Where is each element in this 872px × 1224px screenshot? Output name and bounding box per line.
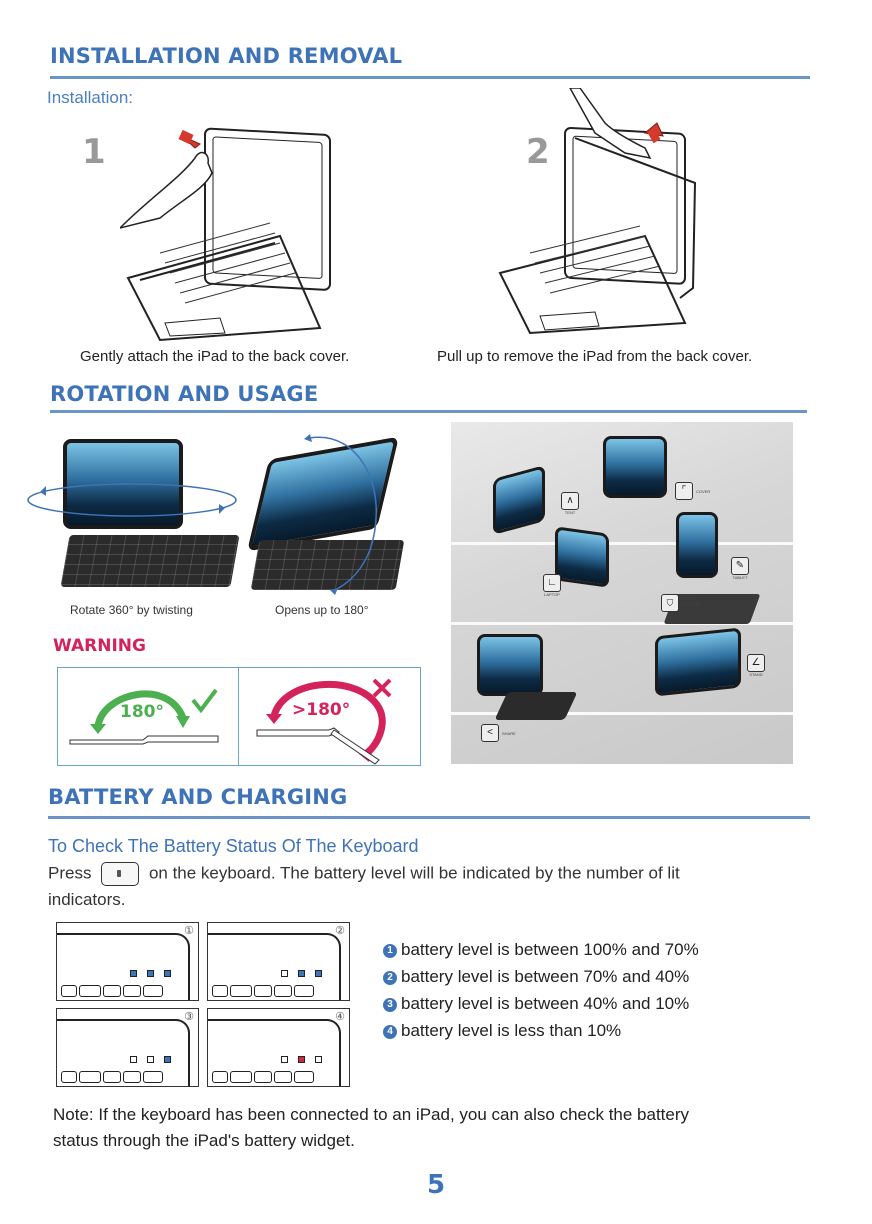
opens-caption: Opens up to 180° (275, 603, 369, 617)
keyboard-key (79, 1071, 101, 1083)
ok-angle: 180° (120, 702, 164, 722)
step-number-2: 2 (526, 132, 550, 172)
battery-panel (207, 922, 350, 1001)
battery-panel (56, 1008, 199, 1087)
keyboard-key (294, 1071, 314, 1083)
keyboard-key (230, 1071, 252, 1083)
battery-indicator-led (298, 970, 305, 977)
battery-indicator-led (130, 1056, 137, 1063)
battery-panel (207, 1008, 350, 1087)
battery-indicator-led (164, 1056, 171, 1063)
keyboard-key (143, 1071, 163, 1083)
installation-subtitle: Installation: (47, 88, 133, 107)
bullet-icon: 3 (383, 998, 397, 1012)
keyboard-key (123, 985, 141, 997)
battery-level-list (383, 940, 699, 1048)
bullet-icon: 1 (383, 944, 397, 958)
battery-indicator-led (281, 970, 288, 977)
divider (50, 410, 807, 413)
battery-note: Note: If the keyboard has been connected to an iPad, you can also check the battery status through the iPad's battery widget. (53, 1105, 690, 1150)
battery-indicator-led (130, 970, 137, 977)
mode-label-tablet: TABLET (732, 575, 748, 580)
panel-number: ③ (184, 1011, 194, 1023)
keyboard-key (254, 1071, 272, 1083)
share-icon: < (481, 724, 499, 742)
keyboard-key (254, 985, 272, 997)
section-title-rotation: ROTATION AND USAGE (50, 382, 319, 406)
step2-caption: Pull up to remove the iPad from the back cover. (437, 348, 753, 365)
battery-key-icon (101, 862, 139, 886)
panel-number: ② (335, 925, 345, 937)
bad-angle: >180° (292, 700, 351, 720)
tent-icon: ∧ (561, 492, 579, 510)
laptop-icon: ∟ (543, 574, 561, 592)
keyboard-key (61, 1071, 77, 1083)
mode-label-protect: PROTECT (682, 600, 702, 606)
press-rest-text: on the keyboard. The battery level will be indicated by the number of lit (148, 863, 680, 883)
page-number: 5 (426, 1170, 446, 1200)
section-title-battery: BATTERY AND CHARGING (48, 785, 348, 809)
keyboard-key (143, 985, 163, 997)
keyboard-key (123, 1071, 141, 1083)
warning-label: WARNING (53, 636, 146, 656)
mode-label-laptop: LAPTOP (544, 592, 560, 597)
keyboard-key (103, 985, 121, 997)
press-instruction (48, 862, 808, 886)
keyboard-key (274, 1071, 292, 1083)
rotate-caption: Rotate 360° by twisting (70, 603, 193, 617)
battery-indicator-led (315, 970, 322, 977)
mode-label-share: SHARE (502, 730, 516, 736)
tablet-icon: ✎ (731, 557, 749, 575)
section-title-installation: INSTALLATION AND REMOVAL (50, 44, 403, 68)
mode-label-tent: TENT (564, 510, 576, 515)
rotate-360-illustration (25, 435, 240, 600)
keyboard-key (294, 985, 314, 997)
battery-panel (56, 922, 199, 1001)
list-item: 3 battery level is between 40% and 10% (383, 994, 699, 1014)
list-item: 2 battery level is between 70% and 40% (383, 967, 699, 987)
list-item: 4 battery level is less than 10% (383, 1021, 699, 1041)
keyboard-key (103, 1071, 121, 1083)
step1-caption: Gently attach the iPad to the back cover. (80, 348, 350, 365)
protect-icon: ⛉ (661, 594, 679, 612)
keyboard-key (274, 985, 292, 997)
mode-label-stand: STAND (749, 672, 763, 677)
press-rest-text-2: indicators. (48, 890, 126, 909)
divider (48, 816, 810, 819)
keyboard-key (212, 985, 228, 997)
list-item: 1 battery level is between 100% and 70% (383, 940, 699, 960)
battery-indicator-led (147, 970, 154, 977)
battery-indicator-led (315, 1056, 322, 1063)
stand-icon: ∠ (747, 654, 765, 672)
bullet-icon: 2 (383, 971, 397, 985)
opens-180-illustration (240, 430, 405, 600)
usage-modes-photo (451, 422, 793, 764)
panel-number: ④ (335, 1011, 345, 1023)
warning-box (57, 667, 421, 766)
battery-indicator-led (281, 1056, 288, 1063)
step-number-1: 1 (82, 132, 106, 172)
panel-number: ① (184, 925, 194, 937)
bullet-icon: 4 (383, 1025, 397, 1039)
keyboard-key (212, 1071, 228, 1083)
battery-indicator-led (147, 1056, 154, 1063)
keyboard-key (230, 985, 252, 997)
step2-illustration (495, 88, 715, 338)
mode-label-cover: COVER (696, 488, 711, 494)
press-text: Press (48, 863, 92, 883)
cover-icon: ⌜ (675, 482, 693, 500)
battery-subtitle: To Check The Battery Status Of The Keyboard (48, 836, 419, 856)
keyboard-key (61, 985, 77, 997)
keyboard-key (79, 985, 101, 997)
battery-indicator-led (164, 970, 171, 977)
divider (50, 76, 810, 79)
step1-illustration (120, 118, 340, 343)
battery-indicator-led (298, 1056, 305, 1063)
